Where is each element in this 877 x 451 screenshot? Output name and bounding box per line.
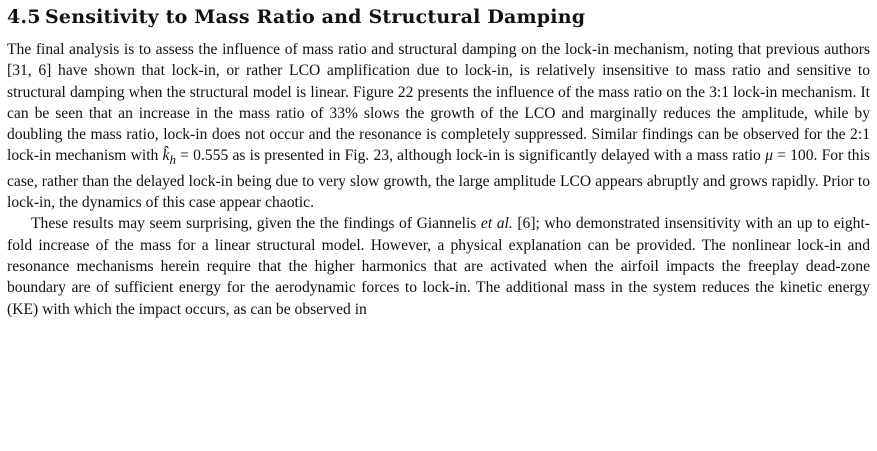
section-number: 4.5 (7, 6, 41, 28)
section-title: Sensitivity to Mass Ratio and Structural Damping (45, 6, 586, 28)
paragraph-2 (7, 213, 870, 319)
mu-symbol: μ (765, 147, 773, 165)
paragraph-1-text-b: = 0.555 as is presented in Fig. 23, although lock-in is significantly delayed with a mass ratio (175, 147, 766, 165)
k-hat-subscript: h (169, 152, 176, 168)
et-al-citation: et al. (480, 215, 513, 233)
paragraph-2-text-a: These results may seem surprising, given the the findings of Giannelis (31, 215, 481, 233)
k-hat-symbol: k̂ (162, 147, 170, 165)
paragraph-1-text-c: = 100. For this case, rather than the delayed lock-in being due to very slow growth, the large amplitude LCO appears abruptly and grows rapidly. Prior to lock-in, the dynamics of this case appear chaotic. (7, 147, 871, 212)
paragraph-1 (7, 39, 870, 213)
paragraph-2-text-b: [6]; who demonstrated insensitivity with an up to eight-fold increase of the mass for a linear structural model. However, a physical explanation can be provided. The nonlinear lock-in and resonance mechanisms herein require that the higher harmonics that are activated when the airfoil impacts the freeplay dead-zone boundary are of sufficient energy for the aerodynamic forces to lock-in. The additional mass in the system reduces the kinetic energy (KE) with which the impact occurs, as can be observed in (7, 215, 871, 318)
paragraph-1-text-a: The final analysis is to assess the influence of mass ratio and structural damping on the lock-in mechanism, noting that previous authors [31, 6] have shown that lock-in, or rather LCO amplification due to lock-in, is relatively insensitive to mass ratio and sensitive to structural damping when the structural model is linear. Figure 22 presents the influence of the mass ratio on the 3:1 lock-in mechanism. It can be seen that an increase in the mass ratio of 33% slows the growth of the LCO and marginally reduces the amplitude, while by doubling the mass ratio, lock-in does not occur and the resonance is completely suppressed. Similar findings can be observed for the 2:1 lock-in mechanism with (7, 41, 870, 165)
section-heading (7, 4, 870, 30)
